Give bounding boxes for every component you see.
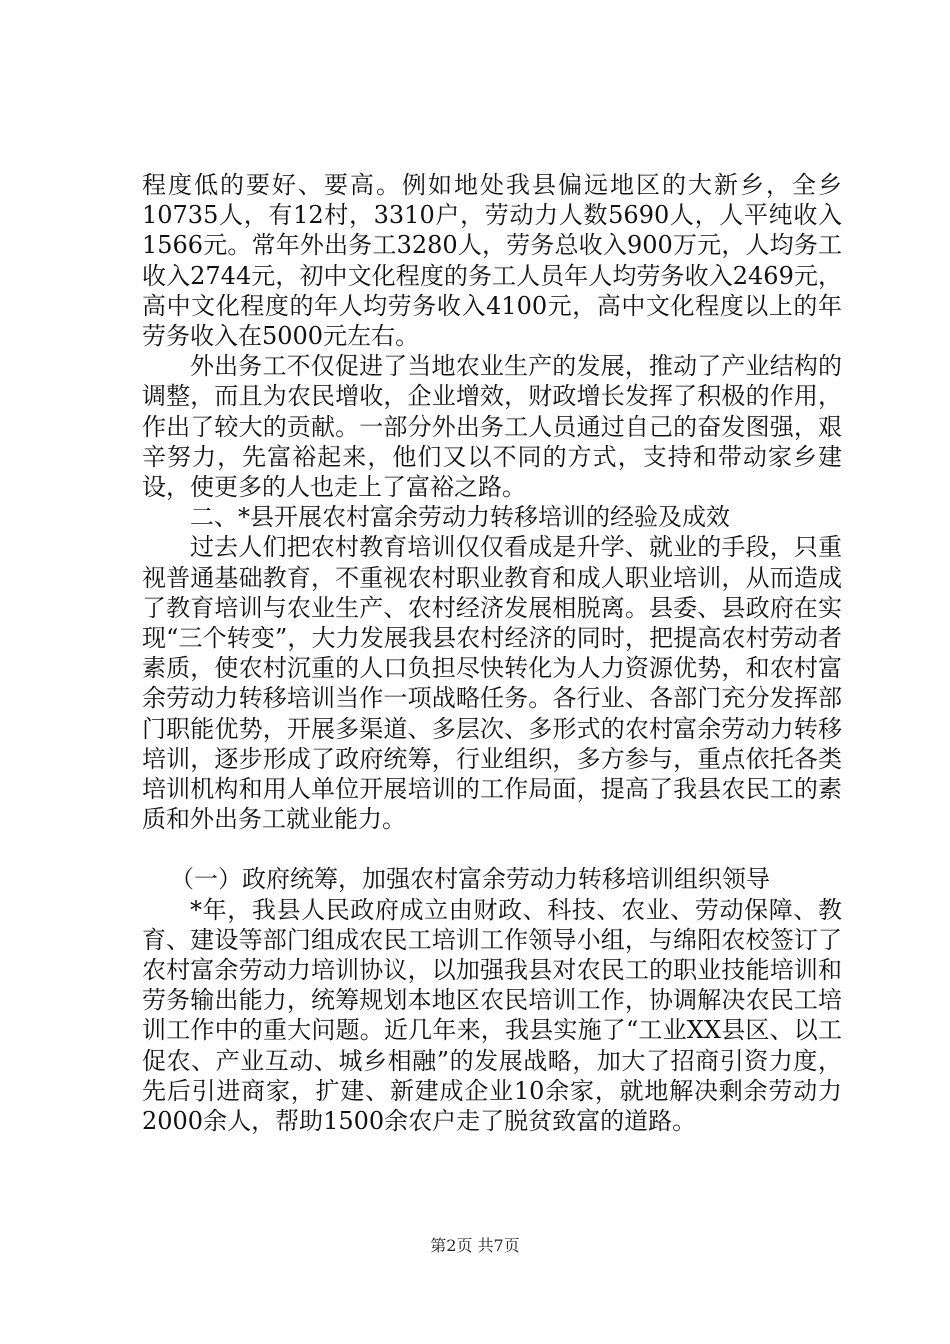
- body-paragraph: 过去人们把农村教育培训仅仅看成是升学、就业的手段，只重视普通基础教育，不重视农村职业教育和成人职业培训，从而造成了教育培训与农业生产、农村经济发展相脱离。县委、县政府在实现“三个转变”，大力发展我县农村经济的同时，把提高农村劳动者素质，使农村沉重的人口负担尽快转化为人力资源优势，和农村富余劳动力转移培训当作一项战略任务。各行业、各部门充分发挥部门职能优势，开展多渠道、多层次、多形式的农村富余劳动力转移培训，逐步形成了政府统筹，行业组织，多方参与，重点依托各类培训机构和用人单位开展培训的工作局面，提高了我县农民工的素质和外出务工就业能力。: [142, 533, 842, 834]
- page-footer: 第2页 共7页: [430, 1236, 520, 1255]
- paragraph-spacer: [142, 834, 842, 864]
- body-paragraph: *年，我县人民政府成立由财政、科技、农业、劳动保障、教育、建设等部门组成农民工培训工作领导小组，与绵阳农校签订了农村富余劳动力培训协议，以加强我县对农民工的职业技能培训和劳务输出能力，统筹规划本地区农民培训工作，协调解决农民工培训工作中的重大问题。近几年来，我县实施了“工业XX县区、以工促农、产业互动、城乡相融”的发展战略，加大了招商引资力度，先后引进商家，扩建、新建成企业10余家，就地解决剩余劳动力2000余人，帮助1500余农户走了脱贫致富的道路。: [142, 895, 842, 1136]
- body-paragraph: 程度低的要好、要高。例如地处我县偏远地区的大新乡，全乡10735人，有12村，3310户，劳动力人数5690人，人平纯收入1566元。常年外出务工3280人，劳务总收入900万元，人均务工收入2744元，初中文化程度的务工人员年人均劳务收入2469元，高中文化程度的年人均劳务收入4100元，高中文化程度以上的年劳务收入在5000元左右。: [142, 171, 842, 351]
- section-heading: 二、*县开展农村富余劳动力转移培训的经验及成效: [190, 503, 730, 532]
- body-paragraph: 外出务工不仅促进了当地农业生产的发展，推动了产业结构的调整，而且为农民增收，企业增效，财政增长发挥了积极的作用，作出了较大的贡献。一部分外出务工人员通过自己的奋发图强，艰辛努力，先富裕起来，他们又以不同的方式，支持和带动家乡建设，使更多的人也走上了富裕之路。: [142, 352, 842, 502]
- document-body: [142, 170, 842, 1136]
- subsection-heading: （一）政府统筹，加强农村富余劳动力转移培训组织领导: [170, 865, 770, 894]
